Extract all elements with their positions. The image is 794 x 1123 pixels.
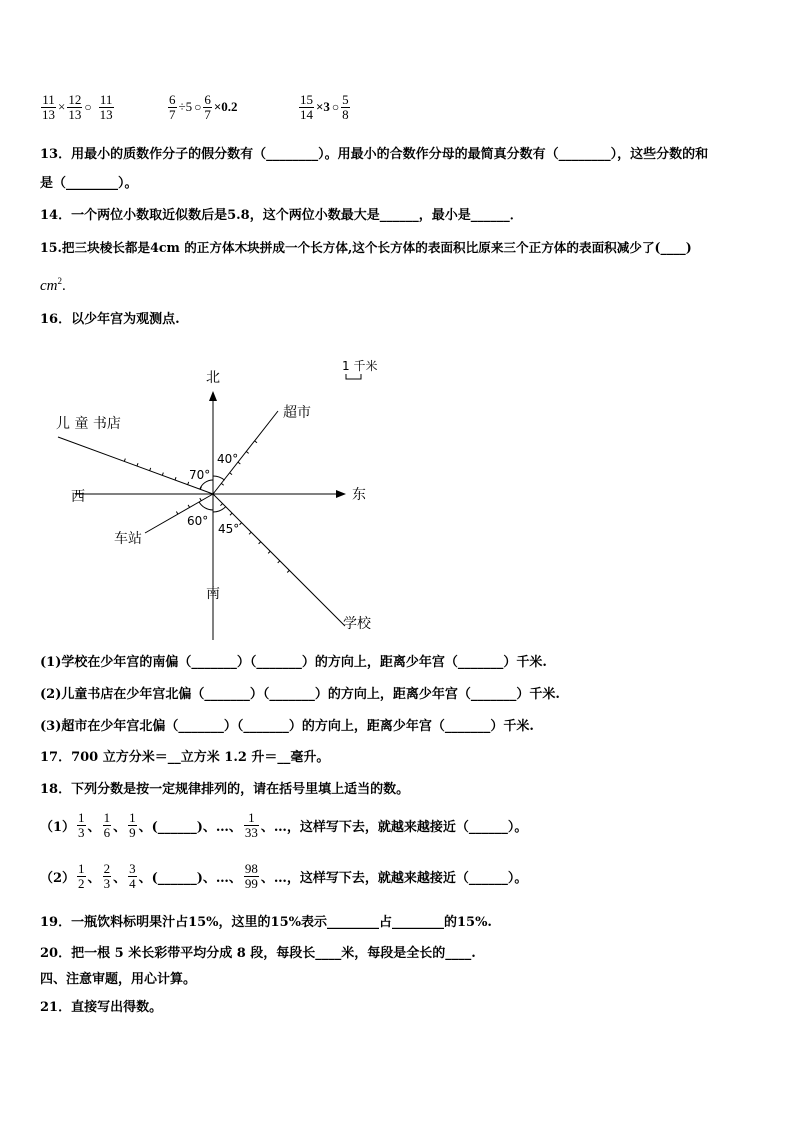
ray-tick	[249, 532, 251, 534]
fraction: $\frac{11}{13}$	[42, 91, 55, 122]
section-4-heading: 四、注意审题，用心计算。	[40, 972, 197, 987]
compare-expression-2: $\frac{6}{7}$ ÷5 ○ $\frac{6}{7}$ ×0.2	[169, 91, 238, 122]
compare-circle[interactable]: ○	[331, 99, 340, 114]
compare-expression-1: $\frac{11}{13}$ × $\frac{12}{13}$ ○ $\frac{11}{13}$	[42, 91, 113, 122]
question-16-title: 16．以少年宫为观测点.	[40, 312, 180, 327]
east-label: 东	[352, 487, 366, 503]
direction-diagram	[40, 350, 420, 640]
ray-school	[213, 494, 345, 626]
ray-tick	[200, 498, 201, 501]
ray-tick	[220, 504, 222, 506]
ray-tick	[240, 523, 242, 525]
question-18-sequence-1: （1） $\frac{1}{3}$ 、 $\frac{1}{6}$ 、 $\frac{1}{9}$ 、(______)、…、 $\frac{1}{33}$ 、…，这样写下去，就越来越接近（______）。	[40, 809, 528, 840]
angle-40-label: 40°	[217, 452, 239, 466]
ray-bookstore	[58, 437, 213, 494]
question-18-sequence-2: （2） $\frac{1}{2}$ 、 $\frac{2}{3}$ 、 $\frac{3}{4}$ 、(______)、…、 $\frac{98}{99}$ 、…，这样写下去，就越来越接近（______）。	[40, 860, 528, 891]
compare-expression-3: $\frac{15}{14}$ ×3 ○ $\frac{5}{8}$	[300, 91, 349, 122]
school-label: 学校	[343, 616, 371, 632]
fraction: $\frac{15}{14}$	[300, 91, 313, 122]
question-14: 14．一个两位小数取近似数后是5.8，这个两位小数最大是______，最小是______．	[40, 208, 523, 223]
ray-tick	[268, 551, 270, 553]
ray-tick	[255, 441, 257, 443]
bookstore-label: 儿 童 书店	[56, 416, 121, 432]
ray-tick	[278, 561, 280, 563]
ray-tick	[137, 463, 138, 466]
ray-tick	[246, 451, 248, 453]
scale-bar	[346, 374, 361, 379]
fraction: $\frac{12}{13}$	[68, 91, 82, 122]
ray-tick	[124, 459, 125, 462]
ray-tick	[150, 468, 151, 471]
ray-tick	[188, 482, 189, 485]
ray-tick	[162, 473, 163, 476]
question-13-line-1: 13．用最小的质数作分子的假分数有（________）。用最小的合数作分母的最简真分数有（________），这些分数的和	[40, 147, 709, 162]
angle-70-label: 70°	[189, 468, 211, 482]
supermarket-label: 超市	[283, 405, 311, 421]
ray-tick	[259, 542, 261, 544]
question-17: 17．700 立方分米＝__立方米 1.2 升＝__毫升。	[40, 750, 330, 765]
ray-tick	[238, 462, 240, 464]
question-21: 21．直接写出得数。	[40, 1000, 163, 1015]
ray-tick	[221, 483, 223, 485]
question-15-unit: $cm^2$.	[40, 276, 66, 294]
north-label: 北	[206, 370, 220, 386]
angle-60-label: 60°	[187, 514, 209, 528]
question-19: 19．一瓶饮料标明果汁占15%，这里的15%表示________占________的15%.	[40, 915, 492, 930]
fraction: $\frac{5}{8}$	[342, 91, 349, 122]
angle-arc-40	[213, 476, 225, 480]
question-13-line-2: 是（________）。	[40, 176, 138, 191]
west-label: 西	[71, 489, 85, 505]
ray-tick	[230, 513, 232, 515]
south-label: 南	[206, 586, 220, 602]
compare-circle[interactable]: ○	[194, 99, 202, 114]
fraction: $\frac{6}{7}$	[169, 91, 176, 122]
scale-label: 1 千米	[342, 359, 378, 373]
question-18-title: 18．下列分数是按一定规律排列的，请在括号里填上适当的数。	[40, 782, 410, 797]
fraction: $\frac{11}{13}$	[99, 91, 113, 122]
question-15-line-1: 15.把三块棱长都是4cm 的正方体木块拼成一个长方体,这个长方体的表面积比原来三个正方体的表面积减少了(____)	[40, 240, 692, 255]
fraction: $\frac{6}{7}$	[204, 91, 211, 122]
compare-circle[interactable]: ○	[84, 99, 92, 114]
ray-tick	[230, 473, 232, 475]
question-16-sub-1: (1)学校在少年宫的南偏（_______）（_______）的方向上，距离少年宫（_______）千米.	[40, 655, 547, 670]
ray-tick	[188, 505, 189, 508]
ray-tick	[287, 570, 289, 572]
angle-arc-45	[213, 507, 226, 512]
question-20: 20．把一根 5 米长彩带平均分成 8 段，每段长____米，每段是全长的____.	[40, 946, 476, 961]
ray-tick	[175, 477, 176, 480]
station-label: 车站	[114, 531, 142, 547]
question-16-sub-2: (2)儿童书店在少年宫北偏（_______）（_______）的方向上，距离少年宫（_______）千米.	[40, 687, 560, 702]
question-16-sub-3: (3)超市在少年宫北偏（_______）（_______）的方向上，距离少年宫（_______）千米.	[40, 719, 534, 734]
angle-45-label: 45°	[218, 522, 240, 536]
angle-arc-60	[199, 502, 213, 510]
ray-tick	[176, 512, 177, 515]
